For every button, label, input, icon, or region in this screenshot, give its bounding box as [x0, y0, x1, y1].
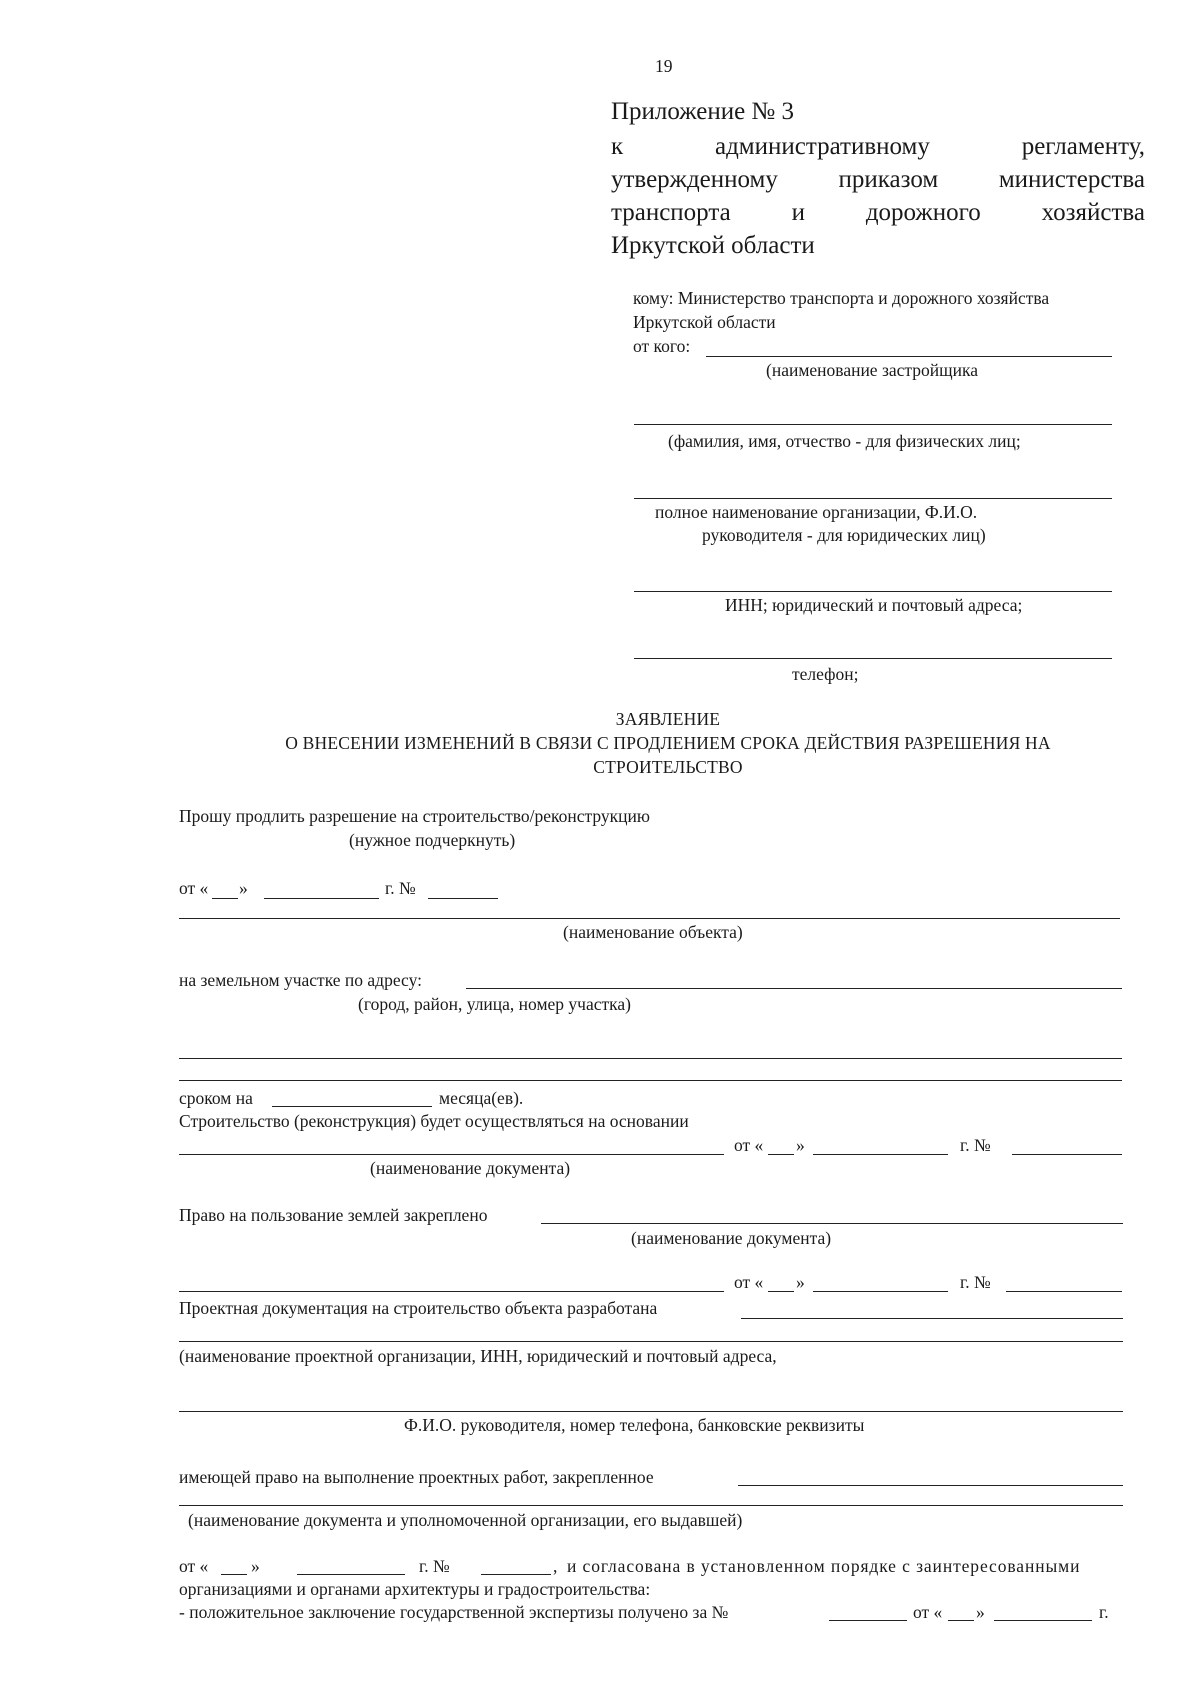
land-hint: (город, район, улица, номер участка): [358, 994, 631, 1014]
project-hint-2: Ф.И.О. руководителя, номер телефона, банковские реквизиты: [404, 1415, 865, 1435]
inn-line[interactable]: [634, 591, 1112, 592]
hint-org-1: полное наименование организации, Ф.И.О.: [655, 502, 978, 522]
license-hint: (наименование документа и уполномоченной организации, его выдавшей): [188, 1510, 743, 1530]
page-number: 19: [655, 56, 673, 76]
addressee-from-label: от кого:: [633, 336, 691, 356]
project-doc-line-2[interactable]: [179, 1341, 1123, 1342]
appendix-word: административному: [714, 133, 930, 160]
fio-line[interactable]: [634, 424, 1112, 425]
expertise-year: г.: [1099, 1602, 1109, 1622]
appendix-word: транспорта: [611, 199, 731, 226]
land-right-text: Право на пользование землей закреплено: [179, 1205, 488, 1225]
project-doc-line[interactable]: [741, 1318, 1123, 1319]
land-right-line[interactable]: [541, 1223, 1123, 1224]
agreed-text-2: организациями и органами архитектуры и градостроительства:: [179, 1579, 651, 1599]
appendix-word: дорожного: [865, 199, 981, 226]
object-hint: (наименование объекта): [563, 922, 743, 942]
appendix-word: регламенту,: [1021, 133, 1145, 160]
statement-subtitle: О ВНЕСЕНИИ ИЗМЕНЕНИЙ В СВЯЗИ С ПРОДЛЕНИЕМ СРОКА ДЕЙСТВИЯ РАЗРЕШЕНИЯ НА: [285, 733, 1051, 753]
permit-month-field[interactable]: [264, 898, 379, 899]
request-text: Прошу продлить разрешение на строительство/реконструкцию: [179, 806, 650, 826]
appendix-line-4: Иркутской области: [611, 232, 815, 259]
quote-close: »: [251, 1556, 260, 1576]
appendix-word: министерства: [998, 166, 1145, 193]
appendix-line-1: [611, 133, 1145, 161]
land-right-month-field[interactable]: [813, 1291, 948, 1292]
expertise-text: - положительное заключение государственной экспертизы получено за №: [179, 1602, 729, 1622]
land-right-hint: (наименование документа): [631, 1228, 832, 1248]
land-right-number-field[interactable]: [1006, 1291, 1122, 1292]
page: 19 Приложение № 3 к административному регламенту, утвержденному приказом министерства транспорта и дорожного хозяйства Иркутской области кому: Министерство транспорта и дорожного хозяйства Иркутской области от кого: (наименование застройщика (фамилия, имя, отчество - для физических лиц; полное наименование организации, Ф.И.О. руководителя - для юридических лиц) ИНН; юридический и почтовый адреса; телефон; ЗАЯВЛЕНИЕ О ВНЕСЕНИИ ИЗМЕНЕНИЙ В СВЯЗИ С ПРОДЛЕНИЕМ СРОКА ДЕЙСТВИЯ РАЗРЕШЕНИЯ НА СТРОИТЕЛЬСТВО Прошу продлить разрешение на строительство/реконструкцию (нужное подчеркнуть) от « » г. № (наименование объекта) на земельном участке по адресу: (город, район, улица, номер участка) сроком на месяца(ев). Строительство (реконструкция) будет осуществляться на основании от « » г. № (наименование документа) Право на пользование землей закреплено (наименование документа) от « » г. № Проектная документация на строительство объекта разработана (наименование проектной организации, ИНН, юридический и почтовый адреса, Ф.И.О. руководителя, номер телефона, банковские реквизиты имеющей право на выполнение проектных работ, закрепленное (наименование документа и уполномоченной организации, его выдавшей) от « » г. № , и согласована в установленном порядке с заинтересованными организациями и органами архитектуры и градостроительства: - положительное заключение государственной экспертизы получено за № от « » г.: [0, 0, 1200, 1697]
quote-close: »: [239, 878, 248, 898]
basis-text: Строительство (реконструкция) будет осуществляться на основании: [179, 1111, 689, 1131]
term-label: сроком на: [179, 1088, 253, 1108]
appendix-word: утвержденному: [611, 166, 778, 193]
appendix-word: хозяйства: [1041, 199, 1145, 226]
hint-inn: ИНН; юридический и почтовый адреса;: [725, 595, 1023, 615]
expertise-from: от «: [913, 1602, 943, 1622]
basis-from-label: от «: [734, 1135, 764, 1155]
project-line-3[interactable]: [179, 1411, 1123, 1412]
appendix-line-3: [611, 199, 1145, 227]
quote-close: »: [796, 1272, 805, 1292]
expertise-number-field[interactable]: [829, 1620, 907, 1621]
org-line[interactable]: [634, 498, 1112, 499]
basis-day-field[interactable]: [768, 1154, 794, 1155]
quote-close: »: [976, 1602, 985, 1622]
license-line-2[interactable]: [179, 1505, 1123, 1506]
addressee-to-region: Иркутской области: [633, 312, 776, 332]
project-doc-text: Проектная документация на строительство объекта разработана: [179, 1298, 658, 1318]
appendix-line-2: [611, 166, 1145, 194]
agreed-year: г. №: [419, 1556, 450, 1576]
project-hint: (наименование проектной организации, ИНН, юридический и почтовый адреса,: [179, 1346, 777, 1366]
quote-close: »: [796, 1135, 805, 1155]
appendix-title: Приложение № 3: [611, 98, 795, 125]
from-name-line[interactable]: [706, 356, 1112, 357]
land-address-line-3[interactable]: [179, 1080, 1122, 1081]
land-address-line-2[interactable]: [179, 1058, 1122, 1059]
basis-doc-line[interactable]: [179, 1154, 724, 1155]
land-right-doc-line[interactable]: [179, 1291, 724, 1292]
hint-phone: телефон;: [792, 664, 859, 684]
hint-fio: (фамилия, имя, отчество - для физических лиц;: [668, 431, 1021, 451]
phone-line[interactable]: [634, 658, 1112, 659]
hint-developer-name: (наименование застройщика: [766, 360, 978, 380]
license-text: имеющей право на выполнение проектных работ, закрепленное: [179, 1467, 654, 1487]
statement-subtitle-2: СТРОИТЕЛЬСТВО: [593, 757, 743, 777]
permit-year-label: г. №: [385, 878, 416, 898]
land-address-line[interactable]: [466, 988, 1122, 989]
expertise-month-field[interactable]: [994, 1620, 1092, 1621]
request-hint: (нужное подчеркнуть): [349, 830, 516, 850]
basis-hint: (наименование документа): [370, 1158, 571, 1178]
term-unit: месяца(ев).: [439, 1088, 524, 1108]
appendix-word: и: [791, 199, 805, 226]
basis-year-label: г. №: [960, 1135, 991, 1155]
agreed-text: и согласована в установленном порядке с заинтересованными: [567, 1556, 1081, 1576]
basis-month-field[interactable]: [813, 1154, 948, 1155]
object-name-line[interactable]: [179, 918, 1120, 919]
expertise-day-field[interactable]: [948, 1620, 974, 1621]
appendix-word: к: [611, 133, 624, 160]
statement-title: ЗАЯВЛЕНИЕ: [615, 709, 721, 729]
addressee-to: кому: Министерство транспорта и дорожного хозяйства: [633, 288, 1050, 308]
land-right-day-field[interactable]: [768, 1291, 794, 1292]
hint-org-2: руководителя - для юридических лиц): [702, 525, 986, 545]
term-field[interactable]: [272, 1106, 432, 1107]
land-right-from: от «: [734, 1272, 764, 1292]
land-label: на земельном участке по адресу:: [179, 970, 422, 990]
appendix-word: приказом: [838, 166, 939, 193]
permit-number-field[interactable]: [428, 898, 498, 899]
permit-day-field[interactable]: [212, 898, 238, 899]
land-right-year: г. №: [960, 1272, 991, 1292]
basis-number-field[interactable]: [1012, 1154, 1122, 1155]
license-line[interactable]: [738, 1485, 1123, 1486]
permit-from-label: от «: [179, 878, 209, 898]
